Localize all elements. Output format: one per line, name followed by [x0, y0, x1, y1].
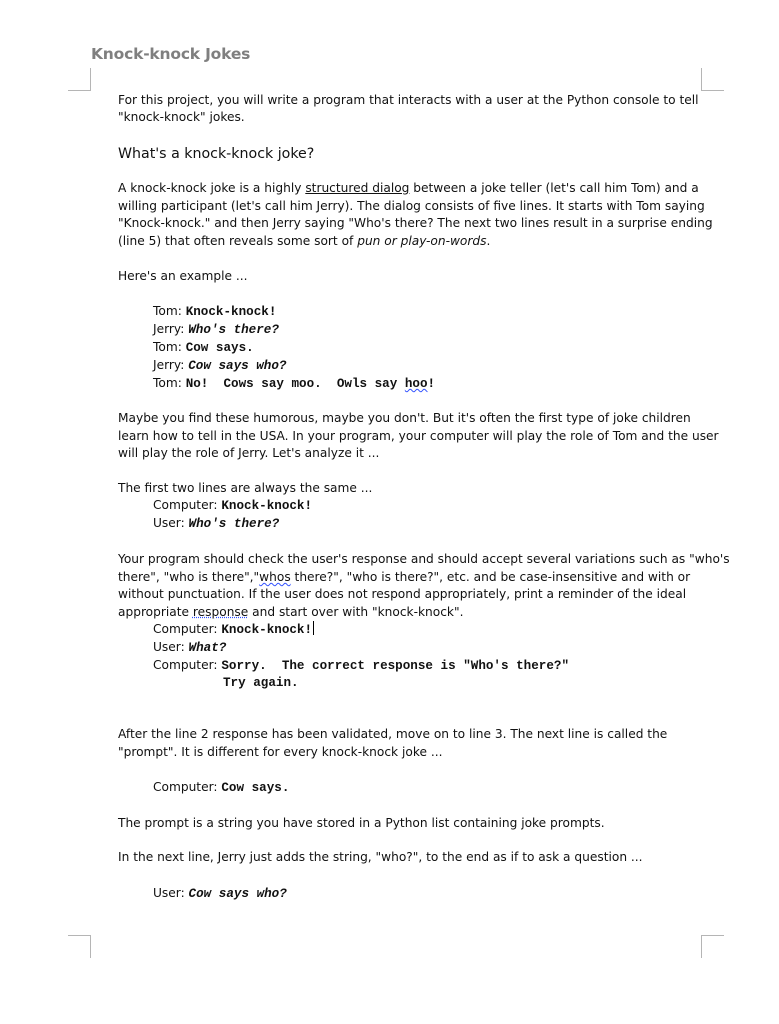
text: .	[486, 234, 491, 248]
para2-line-2: learn how to tell in the USA. In your program, your computer will play the role of Tom and the user	[118, 429, 719, 443]
para1-line-4	[118, 233, 490, 250]
text: A knock-knock joke is a highly	[118, 181, 306, 195]
para2-line-3: will play the role of Jerry. Let's analyze it ...	[118, 446, 380, 460]
para4-line-1: After the line 2 response has been validated, move on to line 3. The next line is called the	[118, 727, 668, 741]
para6: In the next line, Jerry just adds the string, "who?", to the end as if to ask a question ...	[118, 850, 643, 864]
prompt-example	[153, 779, 289, 797]
grammar-check-word[interactable]: response	[192, 605, 249, 619]
speaker: User:	[153, 516, 189, 530]
error-line-3	[153, 657, 569, 675]
intro-line-2: "knock-knock" jokes.	[118, 110, 245, 124]
speech: Try again.	[223, 676, 299, 690]
first-two-line-1	[153, 497, 312, 515]
document-title: Knock-knock Jokes	[91, 45, 251, 63]
example-line-4	[153, 357, 286, 375]
speech: Who's there?	[188, 517, 280, 531]
speech: Cow says.	[185, 341, 254, 355]
speech: Cow says who?	[188, 359, 287, 373]
example-line-2	[153, 321, 279, 339]
para3-line-1: Your program should check the user's response and should accept several variations such as "who's	[118, 552, 730, 566]
speech: Cow says who?	[188, 887, 287, 901]
speech: Who's there?	[188, 323, 279, 337]
para1-line-1	[118, 180, 699, 197]
section-heading: What's a knock-knock joke?	[118, 146, 315, 162]
example-intro: Here's an example ...	[118, 269, 248, 283]
speaker: User:	[153, 640, 189, 654]
error-line-1	[153, 621, 314, 639]
user-example	[153, 885, 287, 903]
speaker: Tom:	[153, 304, 186, 318]
error-line-3-continued	[223, 674, 299, 692]
text: there?", "who is there?", etc. and be case-insensitive and with or	[290, 570, 691, 584]
text-cursor	[313, 621, 314, 635]
spellcheck-word[interactable]: whos	[259, 570, 291, 584]
para3-line-4	[118, 604, 463, 621]
para1-line-3: "Knock-knock." and then Jerry saying "Who's there? The next two lines result in a surprise ending	[118, 216, 713, 230]
para3-line-2	[118, 569, 690, 586]
para4-line-2: "prompt". It is different for every knock-knock joke ...	[118, 745, 443, 759]
text: and start over with "knock-knock".	[248, 605, 464, 619]
crop-mark-bottom-right	[701, 935, 724, 958]
spellcheck-word[interactable]: hoo	[404, 377, 428, 391]
para2-line-1: Maybe you find these humorous, maybe you don't. But it's often the first type of joke children	[118, 411, 691, 425]
text: (line 5) that often reveals some sort of	[118, 234, 358, 248]
error-line-2	[153, 639, 226, 657]
para3-line-3: without punctuation. If the user does not respond appropriately, print a reminder of the ideal	[118, 587, 687, 601]
speech: No! Cows say moo. Owls say	[185, 377, 405, 391]
structured-dialog-link[interactable]: structured dialog	[305, 181, 410, 195]
speech: What?	[188, 641, 227, 655]
speaker: Jerry:	[153, 358, 189, 372]
italic-text: pun or play-on-words	[357, 234, 487, 248]
example-line-5	[153, 375, 435, 393]
crop-mark-bottom-left	[68, 935, 91, 958]
speech: Knock-knock!	[185, 305, 277, 319]
para5: The prompt is a string you have stored in a Python list containing joke prompts.	[118, 816, 605, 830]
speaker: User:	[153, 886, 189, 900]
speaker: Computer:	[153, 622, 222, 636]
intro-line-1: For this project, you will write a program that interacts with a user at the Python console to tell	[118, 93, 699, 107]
crop-mark-top-right	[701, 68, 724, 91]
speech: !	[427, 377, 436, 391]
speaker: Computer:	[153, 780, 222, 794]
first-two-line-2	[153, 515, 279, 533]
speech: Cow says.	[221, 781, 290, 795]
example-line-3	[153, 339, 254, 357]
para1-line-2: willing participant (let's call him Jerry). The dialog consists of five lines. It starts with Tom saying	[118, 199, 705, 213]
speaker: Computer:	[153, 658, 222, 672]
speaker: Tom:	[153, 376, 186, 390]
speaker: Tom:	[153, 340, 186, 354]
text: appropriate	[118, 605, 193, 619]
text: there", "who is there","	[118, 570, 260, 584]
first-two-intro: The first two lines are always the same ...	[118, 481, 373, 495]
speaker: Computer:	[153, 498, 222, 512]
speaker: Jerry:	[153, 322, 189, 336]
speech: Knock-knock!	[221, 623, 313, 637]
speech: Knock-knock!	[221, 499, 313, 513]
crop-mark-top-left	[68, 68, 91, 91]
text: between a joke teller (let's call him Tom) and a	[409, 181, 699, 195]
speech: Sorry. The correct response is "Who's there?"	[221, 659, 570, 673]
example-line-1	[153, 303, 276, 321]
